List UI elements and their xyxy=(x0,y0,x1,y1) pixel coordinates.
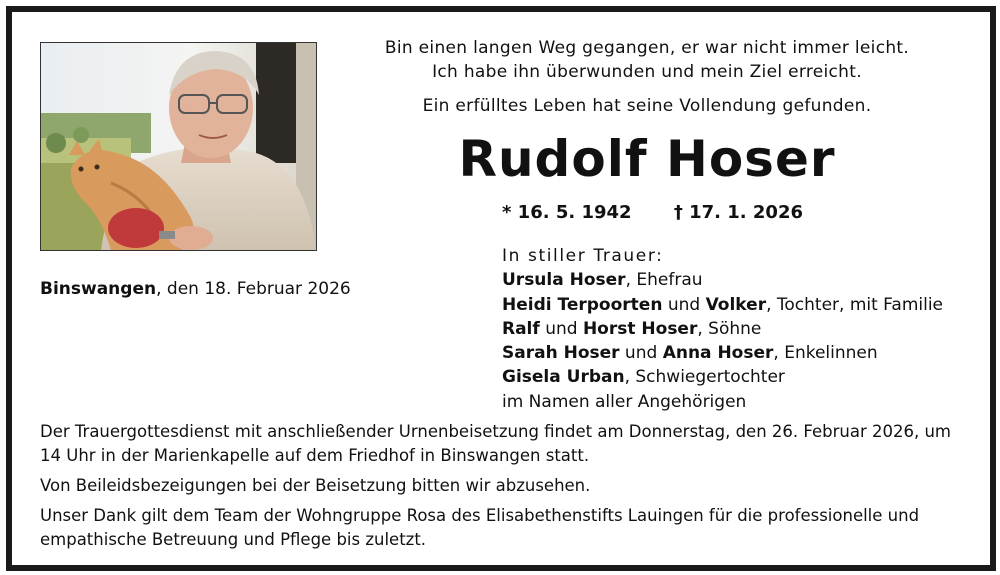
portrait-illustration xyxy=(41,43,316,250)
portrait-photo xyxy=(40,42,317,251)
mourners-heading: In stiller Trauer: xyxy=(502,246,664,266)
life-dates xyxy=(502,200,803,226)
condolence-notice: Von Beileidsbezeigungen bei der Beisetzung bitten wir abzusehen. xyxy=(40,476,591,495)
announcements xyxy=(40,420,970,552)
death-date: † 17. 1. 2026 xyxy=(673,202,803,223)
mourner-relation: , Tochter, mit Familie xyxy=(766,294,944,315)
mourner-entries xyxy=(502,268,943,389)
mourner-name: Ursula Hoser xyxy=(502,270,626,291)
mourner-relation: und xyxy=(619,343,663,364)
mourner-line xyxy=(502,365,943,389)
mourner-name: Gisela Urban xyxy=(502,367,625,388)
mourners-list xyxy=(502,244,943,414)
mourner-name: Sarah Hoser xyxy=(502,343,620,364)
mourner-line xyxy=(502,341,943,365)
mourner-name: Horst Hoser xyxy=(582,318,698,339)
place-date xyxy=(40,276,351,302)
mourner-name: Heidi Terpoorten xyxy=(502,294,663,315)
mourner-name: Ralf xyxy=(502,318,540,339)
poem xyxy=(342,36,952,118)
mourner-line xyxy=(502,317,943,341)
mourners-footer: im Namen aller Angehörigen xyxy=(502,391,747,412)
mourner-name: Volker xyxy=(705,294,767,315)
poem-line-3: Ein erfülltes Leben hat seine Vollendung gefunden. xyxy=(422,96,872,116)
mourner-relation: , Söhne xyxy=(697,318,762,339)
service-notice: Der Trauergottesdienst mit anschließender Urnenbeisetzung findet am Donnerstag, den 26. Februar 2026, um 14 Uhr in der Marienkapelle auf dem Friedhof in Binswangen statt. xyxy=(40,422,951,465)
mourner-relation: und xyxy=(662,294,706,315)
birth-date: * 16. 5. 1942 xyxy=(502,202,632,223)
deceased-name: Rudolf Hoser xyxy=(458,130,836,188)
mourner-name: Anna Hoser xyxy=(662,343,774,364)
mourner-line xyxy=(502,268,943,292)
date-text: , den 18. Februar 2026 xyxy=(156,279,351,299)
poem-line-1: Bin einen langen Weg gegangen, er war nicht immer leicht. xyxy=(384,38,910,58)
mourner-line xyxy=(502,293,943,317)
mourner-relation: , Schwiegertochter xyxy=(624,367,785,388)
poem-line-2: Ich habe ihn überwunden und mein Ziel erreicht. xyxy=(432,62,862,82)
thanks-notice: Unser Dank gilt dem Team der Wohngruppe Rosa des Elisabethenstifts Lauingen für die professionelle und empathische Betreuung und Pflege bis zuletzt. xyxy=(40,506,920,549)
place-name: Binswangen xyxy=(40,279,157,299)
mourner-relation: , Enkelinnen xyxy=(773,343,878,364)
mourner-relation: und xyxy=(539,318,583,339)
obituary-frame xyxy=(6,6,996,571)
mourner-relation: , Ehefrau xyxy=(625,270,703,291)
